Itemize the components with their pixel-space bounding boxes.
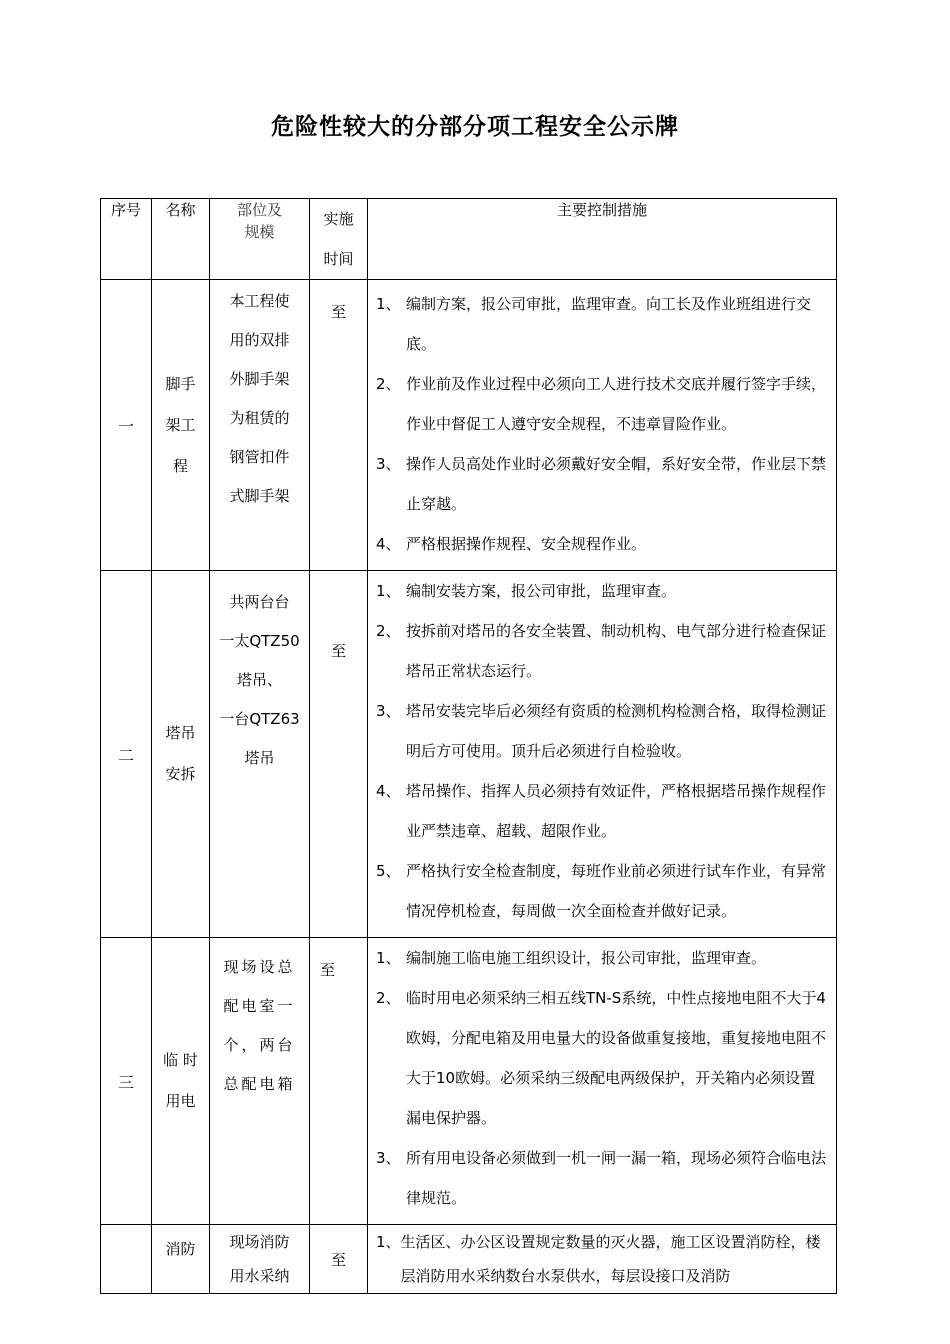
row-seq: 三 — [101, 938, 152, 1225]
row-scope: 现场设总 配电室一 个，两台 总配电箱 — [210, 938, 310, 1225]
page-title: 危险性较大的分部分项工程安全公示牌 — [271, 114, 679, 140]
row-seq: 一 — [101, 280, 152, 571]
row-name: 塔吊 安拆 — [152, 571, 210, 938]
row-seq — [101, 1225, 152, 1294]
header-name: 名称 — [152, 199, 210, 280]
row-time: 至 — [310, 1225, 368, 1294]
header-scope: 部位及 规模 — [210, 199, 310, 280]
header-measures: 主要控制措施 — [368, 199, 837, 280]
row-name: 消防 — [152, 1225, 210, 1294]
row-time: 至 — [310, 571, 368, 938]
measure-item: 1、 生活区、办公区设置规定数量的灭火器，施工区设置消防栓，楼层消防用水采纳数台水泵供水，每层设接口及消防 — [376, 1233, 821, 1285]
row-seq: 二 — [101, 571, 152, 938]
measure-item: 4、 严格根据操作规程、安全规程作业。 — [376, 535, 647, 553]
row-time: 至 — [310, 938, 368, 1225]
measure-item: 3、 所有用电设备必须做到一机一闸一漏一箱，现场必须符合临电法律规范。 — [376, 1149, 827, 1207]
row-scope: 本工程使 用的双排 外脚手架 为租赁的 钢管扣件 式脚手架 — [210, 280, 310, 571]
row-measures — [368, 1225, 837, 1294]
table-header-row — [101, 199, 837, 280]
row-measures — [368, 938, 837, 1225]
row-scope: 共两台台 一太QTZ50 塔吊、 一台QTZ63 塔吊 — [210, 571, 310, 938]
measure-item: 3、 塔吊安装完毕后必须经有资质的检测机构检测合格，取得检测证明后方可使用。顶升后必须进行自检验收。 — [376, 702, 827, 760]
measure-item: 3、 操作人员高处作业时必须戴好安全帽，系好安全带，作业层下禁止穿越。 — [376, 455, 827, 513]
row-time: 至 — [310, 280, 368, 571]
row-name: 临 时 用电 — [152, 938, 210, 1225]
measure-item: 1、 编制安装方案，报公司审批，监理审查。 — [376, 582, 677, 600]
measure-item: 2、 按拆前对塔吊的各安全装置、制动机构、电气部分进行检查保证塔吊正常状态运行。 — [376, 622, 827, 680]
table-row — [101, 1225, 837, 1294]
row-name: 脚手 架工 程 — [152, 280, 210, 571]
row-measures — [368, 280, 837, 571]
measure-item: 1、 编制方案，报公司审批，监理审查。向工长及作业班组进行交底。 — [376, 295, 812, 353]
measure-item: 5、 严格执行安全检查制度，每班作业前必须进行试车作业，有异常情况停机检查，每周做一次全面检查并做好记录。 — [376, 862, 827, 920]
measure-item: 2、 临时用电必须采纳三相五线TN-S系统，中性点接地电阻不大于4欧姆，分配电箱及用电量大的设备做重复接地，重复接地电阻不大于10欧姆。必须采纳三级配电两级保护，开关箱内必须设置漏电保护器。 — [376, 989, 827, 1127]
measure-item: 1、 编制施工临电施工组织设计，报公司审批，监理审查。 — [376, 949, 767, 967]
table-row — [101, 571, 837, 938]
table-row — [101, 280, 837, 571]
row-measures — [368, 571, 837, 938]
table-row — [101, 938, 837, 1225]
measure-item: 4、 塔吊操作、指挥人员必须持有效证件，严格根据塔吊操作规程作业严禁违章、超载、超限作业。 — [376, 782, 827, 840]
header-seq: 序号 — [101, 199, 152, 280]
header-time: 实施 时间 — [310, 199, 368, 280]
row-scope: 现场消防 用水采纳 — [210, 1225, 310, 1294]
measure-item: 2、 作业前及作业过程中必须向工人进行技术交底并履行签字手续，作业中督促工人遵守安全规程，不违章冒险作业。 — [376, 375, 827, 433]
safety-table — [100, 198, 837, 1294]
